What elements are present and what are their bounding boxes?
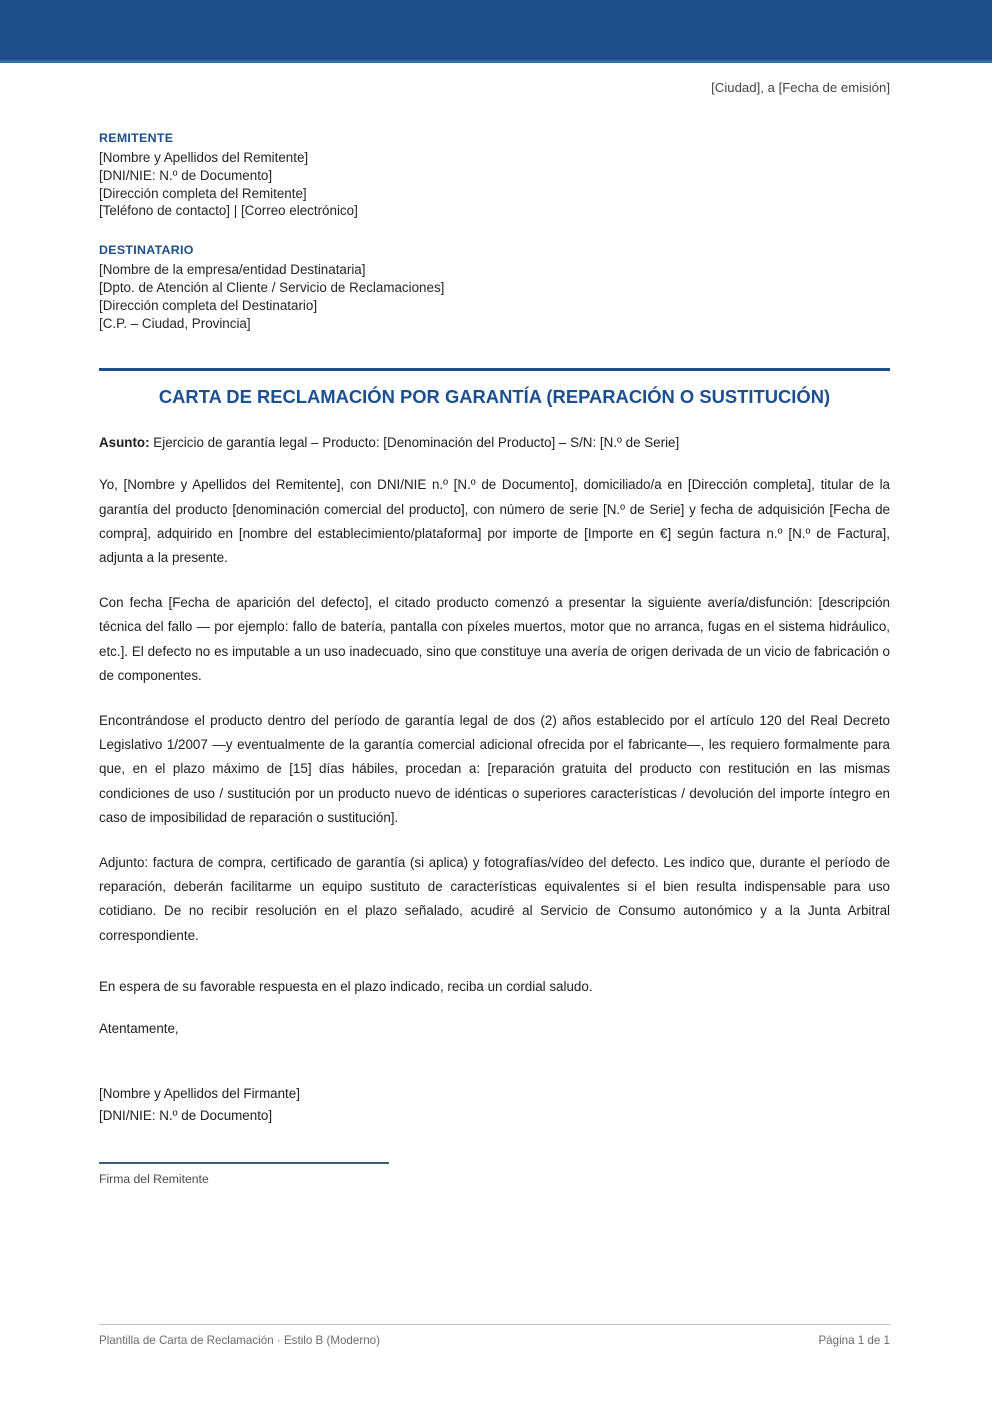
body-paragraph-2: Con fecha [Fecha de aparición del defecto], el citado producto comenzó a presentar la siguiente avería/disfunción: [descripción técnica del fallo — por ejemplo: fallo de batería, pantalla con píxeles muertos, motor que no arranca, fugas en el sistema hidráulico, etc.]. El defecto no es imputable a un uso inadecuado, sino que constituye una avería de origen derivada de un vicio de fabricación o de componentes. — [99, 595, 890, 683]
recipient-line-4: [C.P. – Ciudad, Provincia] — [99, 315, 251, 331]
sender-line-4: [Teléfono de contacto] | [Correo electrónico] — [99, 203, 358, 219]
date-line: [Ciudad], a [Fecha de emisión] — [711, 80, 890, 95]
sender-line-3: [Dirección completa del Remitente] — [99, 185, 307, 201]
signature-caption: Firma del Remitente — [99, 1171, 209, 1186]
sender-block — [99, 130, 890, 220]
sender-line-1: [Nombre y Apellidos del Remitente] — [99, 150, 309, 165]
page-footer — [99, 1324, 890, 1348]
body-paragraph-3: Encontrándose el producto dentro del período de garantía legal de dos (2) años establecido por el artículo 120 del Real Decreto Legislativo 1/2007 —y eventualmente de la garantía comercial adicional ofrecida por el fabricante—, les requiero formalmente para que, en el plazo máximo de [15] días hábiles, procedan a: [reparación gratuita del producto con restitución en las mismas condiciones de uso / sustitución por un producto nuevo de idénticas o superiores características / devolución del importe íntegro en caso de imposibilidad de reparación o sustitución]. — [99, 713, 890, 825]
subject-text: Ejercicio de garantía legal – Producto: [Denominación del Producto] – S/N: [N.º de Serie] — [149, 435, 680, 451]
sign-off: Atentamente, — [99, 1021, 179, 1037]
subject-line — [99, 433, 890, 452]
sender-line-2: [DNI/NIE: N.º de Documento] — [99, 167, 273, 183]
recipient-label: DESTINATARIO — [99, 243, 194, 258]
signer-id: [DNI/NIE: N.º de Documento] — [99, 1108, 273, 1124]
footer-left-text: Plantilla de Carta de Reclamación · Estilo B (Moderno) — [99, 1334, 380, 1347]
footer-divider — [99, 1324, 890, 1325]
body-paragraph-4: Adjunto: factura de compra, certificado de garantía (si aplica) y fotografías/vídeo del defecto. Les indico que, durante el período de reparación, deberán facilitarme un equipo sustituto de características equivalentes si el bien resulta indispensable para uso cotidiano. De no recibir resolución en el plazo señalado, acudiré al Servicio de Consumo autonómico y a la Junta Arbitral correspondiente. — [99, 855, 890, 943]
body-paragraph-1: Yo, [Nombre y Apellidos del Remitente], con DNI/NIE n.º [N.º de Documento], domiciliado/a en [Dirección completa], titular de la garantía del producto [denominación comercial del producto], con número de serie [N.º de Serie] y fecha de adquisición [Fecha de compra], adquirido en [nombre del establecimiento/plataforma] por importe de [Importe en €] según factura n.º [N.º de Factura], adjunta a la presente. — [99, 477, 890, 565]
footer-page-number: Página 1 de 1 — [818, 1334, 890, 1347]
signer-block — [99, 1083, 890, 1127]
recipient-line-3: [Dirección completa del Destinatario] — [99, 297, 318, 313]
footer-row — [99, 1333, 890, 1348]
signer-name: [Nombre y Apellidos del Firmante] — [99, 1086, 300, 1102]
sender-label: REMITENTE — [99, 131, 174, 145]
subject-label: Asunto: — [99, 435, 150, 451]
title-divider — [99, 368, 890, 371]
signature-line — [99, 1162, 389, 1164]
page-title: CARTA DE RECLAMACIÓN POR GARANTÍA (REPARACIÓN O SUSTITUCIÓN) — [158, 386, 831, 408]
closing-paragraph: En espera de su favorable respuesta en el plazo indicado, reciba un cordial saludo. — [99, 978, 593, 994]
recipient-line-2: [Dpto. de Atención al Cliente / Servicio de Reclamaciones] — [99, 279, 445, 295]
recipient-line-1: [Nombre de la empresa/entidad Destinataria] — [99, 262, 366, 278]
document-content — [99, 0, 890, 1187]
recipient-block — [99, 242, 890, 332]
